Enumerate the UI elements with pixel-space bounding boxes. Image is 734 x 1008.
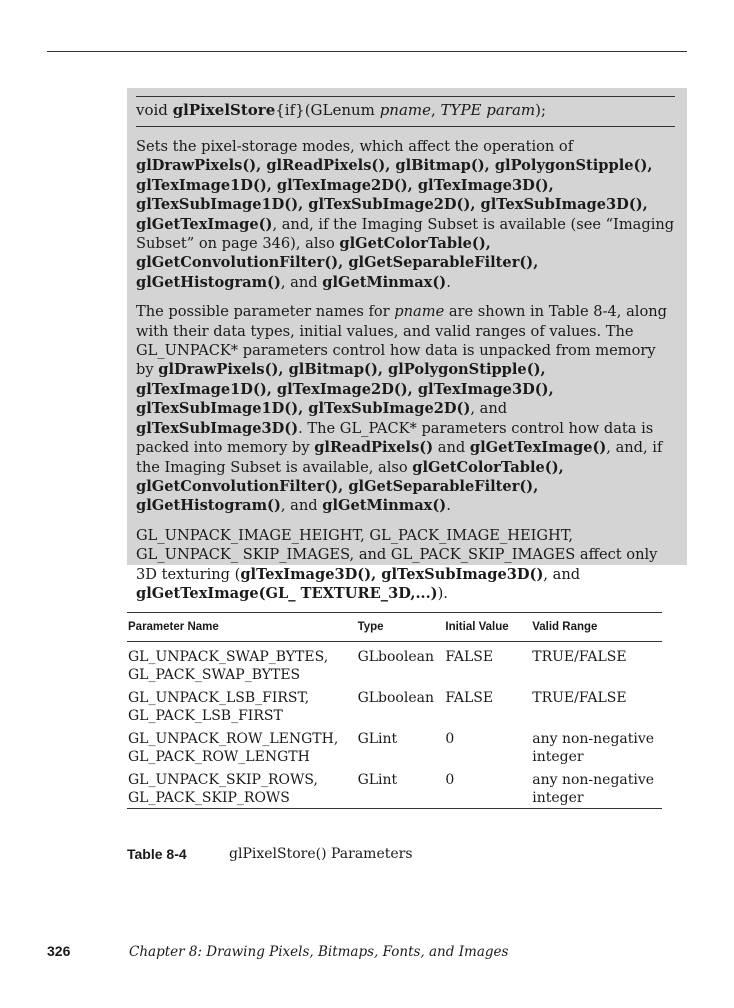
text-run: , and [470, 400, 508, 418]
text-run: , and [280, 497, 323, 515]
cell-valid-range [532, 771, 662, 806]
proto-return-type: void [136, 101, 173, 119]
cell-type: GLboolean [357, 690, 434, 706]
cell-valid-range [532, 689, 662, 724]
reference-box [127, 88, 687, 602]
text-run: and [433, 439, 470, 457]
function-reference: glGetTexImage() [469, 439, 607, 457]
range-line-1: any non-negative [532, 731, 655, 747]
param-unpack-name: GL_UNPACK_SKIP_ROWS, [128, 772, 318, 788]
function-reference: glGetColorTable(), glGetConvolutionFilter(), glGetSeparableFilter(), glGetHistogram() [136, 458, 564, 515]
text-run: ). [437, 584, 448, 602]
param-reference: pname [394, 303, 445, 321]
cell-valid-range [532, 730, 662, 765]
param-unpack-name: GL_UNPACK_LSB_FIRST, [128, 690, 310, 706]
function-reference: glTexSubImage3D() [136, 419, 299, 437]
page-footer [47, 943, 508, 960]
param-pack-name: GL_PACK_ROW_LENGTH [128, 749, 310, 765]
proto-suffix: {if} [275, 101, 305, 119]
cell-type: GLboolean [357, 649, 434, 665]
text-run: , and, if the Imaging Subset is available (see “Imaging Subset” on page 346), also [136, 215, 675, 253]
param-pack-name: GL_PACK_SWAP_BYTES [128, 667, 301, 683]
text-run: , and [543, 565, 581, 583]
cell-type: GLint [357, 772, 398, 788]
header-parameter-name: Parameter Name [128, 621, 219, 633]
function-reference: glGetColorTable(), glGetConvolutionFilter(), glGetSeparableFilter(), glGetHistogram() [136, 235, 539, 291]
proto-function-name: glPixelStore [172, 101, 276, 119]
cell-initial-value: FALSE [445, 649, 494, 665]
function-reference: glGetMinmax() [322, 273, 447, 291]
parameters-table [127, 612, 662, 809]
range-line-1: any non-negative [532, 772, 655, 788]
table-row [127, 642, 662, 683]
description-paragraph-1 [136, 137, 675, 292]
cell-valid-range [532, 648, 662, 683]
table-bottom-rule [127, 808, 662, 809]
proto-args-close: ); [535, 101, 547, 119]
function-reference: glDrawPixels(), glBitmap(), glPolygonStipple(), glTexImage1D(), glTexImage2D(), glTexImage3D(), glTexSubImage1D(), glTexSubImage2D() [136, 361, 554, 418]
function-reference: glReadPixels() [314, 439, 434, 457]
cell-parameter-name [127, 689, 358, 724]
text-run: Sets the pixel-storage modes, which affect the operation of [136, 138, 574, 155]
range-line-1: TRUE/FALSE [532, 649, 627, 665]
cell-initial-value: 0 [445, 772, 455, 788]
cell-parameter-name [127, 648, 358, 683]
table-caption [127, 846, 413, 862]
text-run: are shown in Table 8-4, along with their data types, initial values, and valid ranges of values. The GL_UNPACK* parameters control how data is unpacked from memory by [136, 303, 667, 379]
table-row [127, 683, 662, 724]
header-type: Type [357, 621, 384, 633]
text-run: , and [280, 273, 323, 291]
text-run: . The GL_PACK* parameters control how data is packed into memory by [136, 419, 654, 457]
cell-parameter-name [127, 771, 358, 806]
caption-label: Table 8-4 [127, 846, 187, 862]
range-line-2: integer [532, 790, 584, 806]
range-line-2: integer [532, 749, 584, 765]
param-pack-name: GL_PACK_SKIP_ROWS [128, 790, 290, 806]
text-run: . [446, 273, 451, 291]
text-run: , and, if the Imaging Subset is available, also [136, 439, 663, 476]
table-row [127, 765, 662, 806]
proto-comma: , [431, 101, 441, 119]
description-paragraph-3 [136, 526, 675, 604]
page-number: 326 [47, 943, 71, 959]
proto-arg-param: TYPE param [440, 101, 536, 119]
description-paragraph-2 [136, 302, 675, 515]
text-run: GL_UNPACK_IMAGE_HEIGHT, GL_PACK_IMAGE_HEIGHT, GL_UNPACK_ SKIP_IMAGES, and GL_PACK_SKIP_IMAGES affect only 3D texturing ( [136, 526, 658, 583]
top-rule [47, 51, 687, 52]
cell-parameter-name [127, 730, 358, 765]
caption-text: glPixelStore() Parameters [229, 846, 413, 862]
header-valid-range: Valid Range [532, 621, 598, 633]
function-reference: glTexImage3D(), glTexSubImage3D() [240, 565, 544, 583]
param-pack-name: GL_PACK_LSB_FIRST [128, 708, 283, 724]
header-initial-value: Initial Value [445, 621, 509, 633]
range-line-1: TRUE/FALSE [532, 690, 627, 706]
table-header-row [127, 613, 662, 642]
function-prototype [136, 96, 675, 127]
proto-args-open: (GLenum [304, 101, 380, 119]
cell-initial-value: FALSE [445, 690, 494, 706]
text-run: . [446, 497, 451, 515]
param-unpack-name: GL_UNPACK_ROW_LENGTH, [128, 731, 339, 747]
table-row [127, 724, 662, 765]
cell-type: GLint [357, 731, 398, 747]
function-reference: glGetMinmax() [322, 497, 447, 515]
cell-initial-value: 0 [445, 731, 455, 747]
param-unpack-name: GL_UNPACK_SWAP_BYTES, [128, 649, 329, 665]
proto-arg-pname: pname [379, 101, 431, 119]
function-reference: glDrawPixels(), glReadPixels(), glBitmap(), glPolygonStipple(), glTexImage1D(), glTexImage2D(), glTexImage3D(), glTexSubImage1D(), glTexSubImage2D(), glTexSubImage3D(), glGetTexImage() [136, 157, 653, 233]
chapter-title: Chapter 8: Drawing Pixels, Bitmaps, Fonts, and Images [129, 944, 509, 960]
text-run: The possible parameter names for [136, 303, 395, 321]
function-reference: glGetTexImage(GL_ TEXTURE_3D,...) [136, 584, 438, 602]
